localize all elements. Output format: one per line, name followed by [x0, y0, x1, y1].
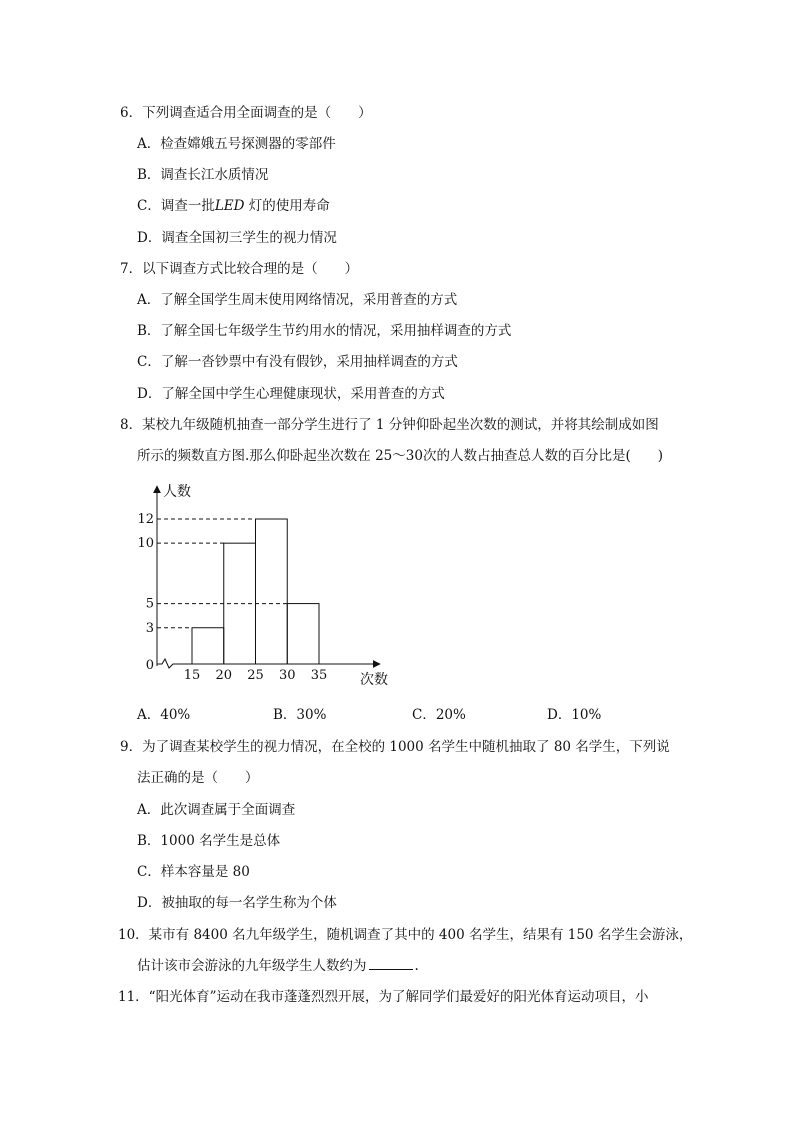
q8-answer-c: C．20% — [412, 707, 466, 723]
q6-option-c-led: LED — [214, 198, 245, 214]
q9-option-c: C．样本容量是 80 — [137, 864, 250, 880]
x-tick-label: 30 — [278, 668, 296, 683]
x-tick-label: 35 — [310, 668, 328, 683]
q8-stem-line2: 所示的频数直方图.那么仰卧起坐次数在 25～30次的人数占抽查总人数的百分比是( ) — [137, 448, 663, 464]
q6-option-b: B．调查长江水质情况 — [137, 167, 269, 183]
q9-option-a: A．此次调查属于全面调查 — [137, 802, 296, 818]
q10-line2-text: 估计该市会游泳的九年级学生人数约为 — [137, 958, 367, 974]
histogram-bar — [256, 519, 288, 664]
q11-line1: 11．“阳光体育”运动在我市蓬蓬烈烈开展，为了解同学们最爱好的阳光体育运动项目，小 — [118, 989, 649, 1005]
origin-label: 0 — [145, 658, 154, 673]
y-axis-label: 人数 — [163, 484, 191, 500]
q8-answer-b: B．30% — [273, 707, 327, 723]
q8-stem-line1: 8．某校九年级随机抽查一部分学生进行了 1 分钟仰卧起坐次数的测试，并将其绘制成如图 — [120, 417, 659, 433]
q9-stem-line1: 9．为了调查某校学生的视力情况，在全校的 1000 名学生中随机抽取了 80 名学生，下列说 — [120, 739, 670, 755]
q7-option-c: C．了解一沓钞票中有没有假钞，采用抽样调查的方式 — [137, 354, 458, 370]
q7-option-d: D．了解全国中学生心理健康现状，采用普查的方式 — [137, 386, 445, 402]
y-tick-label: 12 — [137, 512, 154, 527]
q7-stem: 7．以下调查方式比较合理的是（ ） — [120, 261, 359, 277]
q9-stem-line2: 法正确的是（ ） — [137, 770, 259, 786]
q9-option-b: B．1000 名学生是总体 — [137, 833, 281, 849]
q9-option-d: D．被抽取的每一名学生称为个体 — [137, 895, 337, 911]
q10-line2 — [137, 957, 419, 975]
q7-option-b: B．了解全国七年级学生节约用水的情况，采用抽样调查的方式 — [137, 323, 512, 339]
x-tick-label: 20 — [215, 668, 233, 683]
histogram-bar — [287, 604, 319, 664]
x-axis-label: 次数 — [360, 672, 388, 688]
q6-option-d: D．调查全国初三学生的视力情况 — [137, 230, 337, 246]
q6-option-a: A．检查嫦娥五号探测器的零部件 — [137, 136, 336, 152]
q6-option-c-text: C．调查一批 — [137, 198, 215, 214]
x-tick-label: 15 — [183, 668, 201, 683]
q6-option-c-rest: 灯的使用寿命 — [248, 198, 330, 214]
x-tick-label: 25 — [247, 668, 264, 683]
q10-line2-end: . — [414, 958, 419, 974]
y-tick-label: 5 — [145, 596, 154, 612]
q8-answer-a: A．40% — [137, 707, 191, 723]
y-tick-label: 10 — [137, 536, 154, 552]
q10-line1: 10．某市有 8400 名九年级学生，随机调查了其中的 400 名学生，结果有 150 名学生会游泳， — [118, 927, 693, 943]
q7-option-a: A．了解全国学生周末使用网络情况，采用普查的方式 — [137, 292, 458, 308]
histogram-bar — [192, 628, 224, 664]
q8-answer-d: D．10% — [547, 707, 602, 723]
answer-blank — [369, 957, 413, 970]
y-tick-label: 3 — [145, 620, 154, 636]
q6-stem: 6．下列调查适合用全面调查的是（ ） — [120, 105, 372, 121]
x-axis-break — [157, 659, 192, 668]
